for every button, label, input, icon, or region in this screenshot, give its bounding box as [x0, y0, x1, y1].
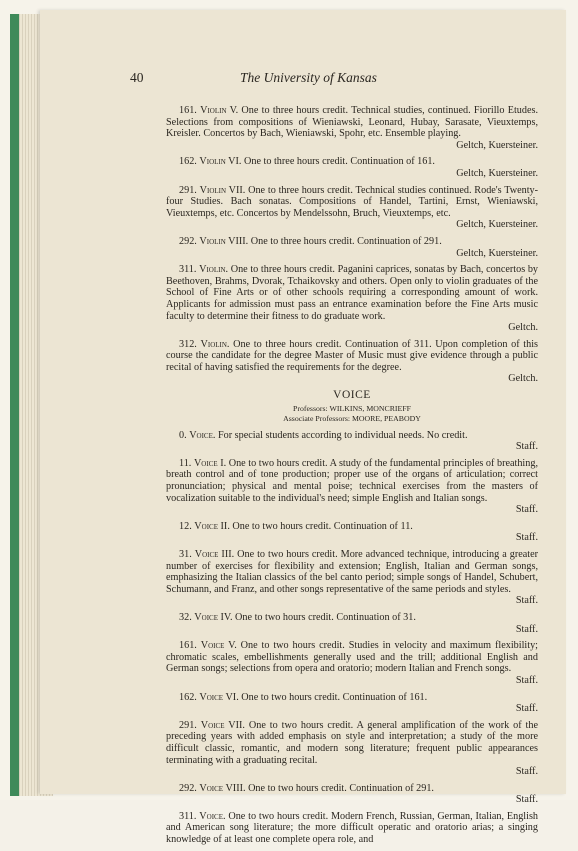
course-description: I. One to two hours credit. A study of the fundamental principles of breathing, breath control and of tone production; proper use of the organs of articulation; correct pronunciation; physical and mental poise; technical exercises from the masters of vocalization suitable to the individual's need; simple English and Italian songs. — [166, 457, 538, 504]
course-description: VII. One to three hours credit. Technical studies continued. Rode's Twenty-four Studies. Bach sonatas. Compositions of Handel, Tartini, Ernst, Wieniawski, Vieuxtemps, etc. Concertos by Mendelssohn, Bruch, Vieuxtemps, etc. — [166, 184, 539, 219]
course-number: 32. — [179, 611, 192, 623]
course-description: VIII. One to two hours credit. Continuation of 291. — [223, 782, 434, 794]
course-name: Voice — [199, 810, 223, 822]
course-description: V. One to two hours credit. Studies in velocity and maximum flexibility; chromatic scales, embellishments generally used and the trill; additional English and German songs; selections from opera and oratorio; modern Italian and French songs. — [166, 640, 538, 675]
course-number: 312. — [179, 338, 197, 350]
associate-professors-line: Associate Professors: MOORE, PEABODY — [283, 413, 421, 423]
course-number: 12. — [179, 520, 192, 532]
course-description: II. One to two hours credit. Continuation of 11. — [217, 520, 413, 532]
course-instructor: Geltch, Kuersteiner. — [456, 139, 538, 151]
course-instructor: Geltch, Kuersteiner. — [456, 167, 538, 179]
section-title-voice: VOICE — [333, 389, 371, 402]
course-entry — [166, 105, 538, 151]
course-name: Violin — [199, 156, 226, 168]
course-instructor: Staff. — [515, 532, 538, 544]
violin-course-list — [166, 105, 538, 385]
page-header — [130, 70, 520, 90]
course-instructor: Geltch, Kuersteiner. — [456, 247, 538, 259]
course-number: 0. — [179, 429, 187, 441]
course-instructor: Staff. — [515, 766, 538, 778]
course-number: 311. — [179, 810, 197, 822]
course-entry — [166, 236, 538, 259]
course-entry — [166, 185, 538, 231]
course-instructor: Staff. — [515, 441, 538, 453]
professors-line: Professors: WILKINS, MONCRIEFF — [293, 403, 411, 413]
course-name: Voice — [199, 782, 224, 794]
course-entry — [166, 720, 538, 778]
course-name: Violin — [200, 105, 227, 116]
course-number: 31. — [179, 549, 192, 560]
course-entry — [166, 264, 538, 334]
course-name: Voice — [194, 611, 218, 623]
course-name: Voice — [199, 691, 224, 703]
course-description: . One to two hours credit. Modern French, Russian, German, Italian, English and American song literature; the more difficult operatic and oratorio arias; a singing knowledge of at least one complete opera role, and — [166, 810, 539, 846]
course-entry — [166, 783, 538, 806]
course-entry — [166, 549, 538, 607]
course-number: 292. — [179, 235, 197, 247]
page-number: 40 — [130, 70, 144, 85]
course-instructor: Geltch. — [508, 373, 538, 385]
course-number: 161. — [179, 105, 197, 116]
course-instructor: Geltch. — [508, 322, 538, 334]
course-name: Violin — [200, 338, 227, 350]
course-instructor: Staff. — [515, 674, 538, 686]
course-entry — [166, 612, 538, 635]
course-name: Voice — [193, 457, 218, 469]
course-description: III. One to two hours credit. More advanced technique, introducing a greater number of exercises for flexibility and extension; English, Italian and German songs, emphasizing the Italian classics of the bel canto period; simple songs of Handel, Schubert, Schumann, and Franz, and other songs representative of the same periods and styles. — [166, 549, 539, 595]
course-description: . One to three hours credit. Paganini caprices, sonatas by Bach, concertos by Beethoven, Brahms, Dvorak, Tchaikovsky and others. Open only to violin graduates of the School of Fine Arts or of other schools requiring a corresponding amount of work. Applicants for admission must pass an entrance examination before the Fine Arts music faculty to determine their fitness to do graduate work. — [166, 264, 539, 322]
course-entry — [166, 521, 538, 544]
course-number: 162. — [179, 156, 197, 168]
course-number: 161. — [179, 640, 197, 652]
course-name: Voice — [200, 719, 225, 731]
course-entry — [166, 156, 538, 179]
course-description: VI. One to two hours credit. Continuation of 161. — [223, 691, 428, 703]
course-entry — [166, 458, 538, 516]
course-number: 11. — [179, 457, 192, 469]
course-number: 311. — [179, 264, 197, 276]
course-name: Voice — [200, 640, 225, 652]
course-description: IV. One to two hours credit. Continuation of 31. — [217, 611, 416, 623]
course-instructor: Staff. — [515, 794, 538, 806]
course-description: . One to three hours credit. Continuation of 311. Upon completion of this course the candidate for the degree Master of Music must give evidence through a public recital of having satisfied the requirements for the degree. — [166, 338, 539, 373]
course-number: 292. — [179, 782, 197, 794]
course-name: Voice — [194, 549, 219, 560]
course-entry — [166, 692, 538, 715]
course-instructor: Staff. — [515, 623, 538, 635]
page-body — [166, 105, 538, 851]
course-description: VII. One to two hours credit. A general amplification of the work of the preceding years with added emphasis on style and interpretation; a study of the more difficult classic, romantic, and modern song literature; frequent public appearances terminating with a graduating recital. — [166, 719, 539, 766]
course-name: Voice — [194, 520, 218, 532]
course-entry — [166, 640, 538, 686]
book-cover-edge — [10, 14, 19, 796]
course-instructor: Staff. — [515, 703, 538, 715]
running-title: The University of Kansas — [240, 70, 377, 85]
course-name: Violin — [199, 264, 226, 276]
course-number: 162. — [179, 691, 197, 703]
course-instructor: Staff. — [515, 595, 538, 607]
course-description: VI. One to three hours credit. Continuation of 161. — [225, 156, 435, 168]
course-description: V. One to three hours credit. Technical studies, continued. Fiorillo Etudes. Selections from compositions of Wieniawski, Leonard, Hubay, Sarasate, Vieuxtemps, Kreisler. Concertos by Bach, Wieniawski, Spohr, etc. Ensemble playing. — [166, 105, 538, 140]
course-number: 291. — [179, 719, 197, 731]
course-entry — [166, 430, 538, 453]
course-name: Voice — [189, 429, 213, 441]
course-entry — [166, 339, 538, 385]
course-name: Violin — [199, 235, 226, 247]
course-description: VIII. One to three hours credit. Continuation of 291. — [225, 235, 442, 247]
course-number: 291. — [179, 184, 197, 196]
course-description: . For special students according to individual needs. No credit. — [212, 429, 468, 441]
course-instructor: Staff. — [515, 504, 538, 516]
faculty-block — [166, 404, 538, 424]
course-instructor: Geltch, Kuersteiner. — [456, 219, 538, 231]
course-name: Violin — [199, 184, 227, 196]
course-entry — [166, 811, 538, 846]
voice-course-list — [166, 430, 538, 846]
